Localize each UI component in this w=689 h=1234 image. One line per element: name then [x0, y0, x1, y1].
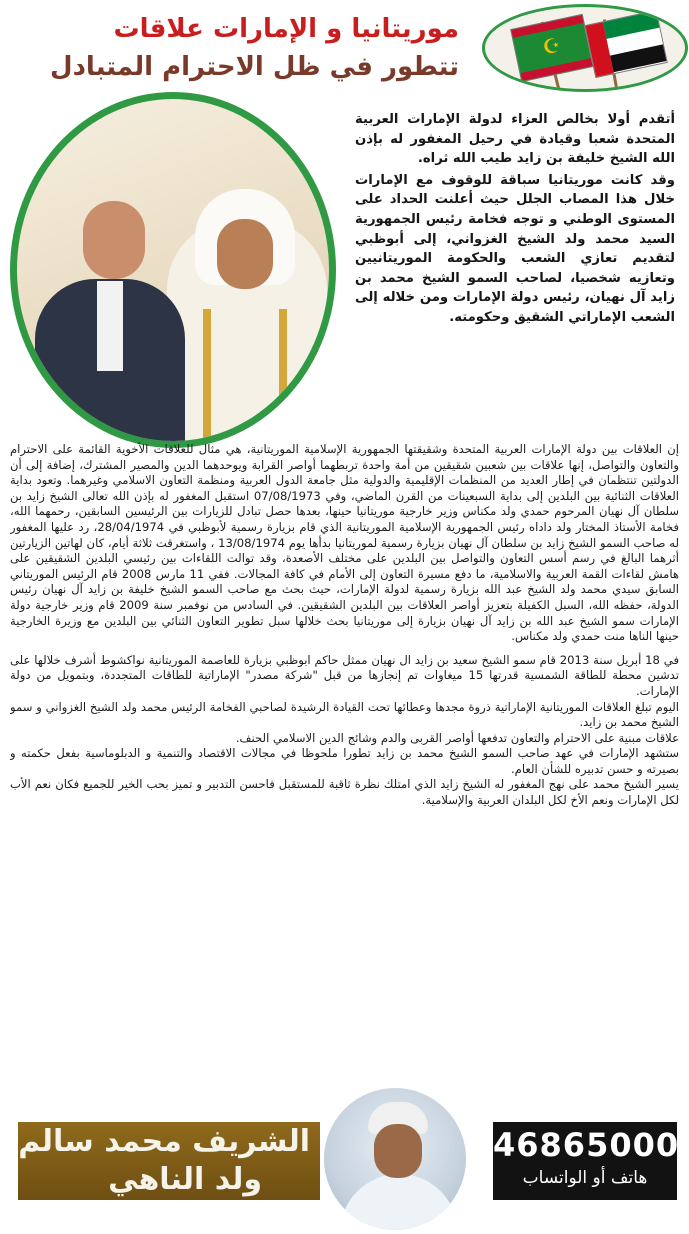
uae-flag-icon	[584, 10, 668, 78]
author-name: الشريف محمد سالم	[18, 1124, 310, 1159]
flags-image	[482, 4, 688, 92]
emirati-leader-figure	[167, 219, 327, 448]
headline-line-1: موريتانيا و الإمارات علاقات	[113, 14, 459, 44]
author-surname: ولد الناهي	[108, 1162, 262, 1197]
headline-line-2: تتطور في ظل الاحترام المتبادل	[50, 52, 459, 82]
article-footer	[0, 1112, 689, 1200]
article-header	[0, 0, 689, 92]
mauritania-flag-icon: ☪	[510, 14, 594, 82]
author-photo	[320, 1084, 470, 1234]
body-paragraph: علاقات مبنية على الاحترام والتعاون تدفعها أواصر القربى والدم وشائج الدين الاسلامي الحنف.	[235, 730, 679, 745]
body-paragraph: اليوم تبلغ العلاقات الموريتانية الإماراتية ذروة مجدها وعطائها تحت القيادة الرشيدة لصاحبي الفخامة الرئيس محمد ولد الشيخ الغزواني و سمو الشيخ محمد بن زايد.	[10, 699, 679, 730]
leaders-photo	[10, 92, 336, 448]
article-body	[10, 442, 679, 1114]
body-paragraph: يسير الشيخ محمد على نهج المغفور له الشيخ زايد الذي امتلك نظرة ثاقبة للمستقبل فاحسن التدبير و تميز بحب الخير للجميع فكان نعم الأب لكل الإمارات ونعم الأخ لكل البلدان العربية والإسلامية.	[10, 777, 679, 808]
body-paragraph: في 18 أبريل سنة 2013 قام سمو الشيخ سعيد بن زايد ال نهيان ممثل حاكم ابوظبي بزيارة للعاصمة الموريتانية نواكشوط أشرف خلالها على تدشين محطة للطاقة الشمسية قدرتها 15 ميغاوات تم إنجازها من قبل "شركة مصدر" الإماراتية للطاقات المتجددة، وبتمويل من دولة الإمارات.	[10, 652, 679, 698]
intro-paragraph: أتقدم أولا بخالص العزاء لدولة الإمارات العربية المتحدة شعبا وقيادة في رحيل المغفور له بإذن الله الشيخ خليفة بن زايد طيب الله ثراه.	[355, 112, 675, 167]
phone-label: هاتف أو الواتساب	[522, 1168, 648, 1188]
intro-paragraph: وقد كانت موريتانيا سباقة للوقوف مع الإمارات خلال هذا المصاب الجلل حيث أعلنت الحداد على المستوى الوطني و توجه فخامة رئيس الجمهورية السيد محمد ولد الشيخ الغزواني، إلى أبوظبي لتقديم تعازي الشعب والحكومة الموريتانيين وتعازيه شخصيا، لصاحب السمو الشيخ محمد بن زايد آل نهيان، رئيس دولة الإمارات ومن خلاله إلى الشعب الإماراتي الشقيق وحكومته.	[355, 172, 675, 325]
mauritanian-president-figure	[35, 279, 185, 448]
author-banner	[18, 1122, 320, 1200]
intro-column	[355, 110, 675, 440]
body-paragraph: إن العلاقات بين دولة الإمارات العربية المتحدة وشقيقتها الجمهورية الإسلامية الموريتانية، هي مثال للعلاقات الأخوية القائمة على الاحترام والتعاون والتواصل، إنها علاقات بين شعبين شقيقين من أمة واحدة تربطهما أواصر القرابة ويوحدهما الدين والمصير المشترك، إضافة إلى أن الدولتين تنتظمان في إطار العديد من المنظمات الإقليمية والدولية مثل جامعة الدول العربية ومنظمة التعاون الاسلامي وغيرهما. وتعود بداية العلاقات الثنائية بين البلدين إلى بداية السبعينات من القرن الماضي، وفي 07/08/1973 استقبل المغفور له بإذن الله تعالى الشيخ زايد بن سلطان آل نهيان المرحوم حمدي ولد مكناس وزير خارجية موريتانيا حينها، بعدها حصل تبادل للزيارات بين الرئيسين السابقين، رحمهما الله، فخامة الأستاذ المختار ولد داداه رئيس الجمهورية الإسلامية الموريتانية الذي قام بزيارة رسمية لأبوظبي في 28/04/1974، رد عليها المغفور له صاحب السمو الشيخ زايد بن سلطان آل نهيان بزيارة رسمية لموريتانيا بدأها يوم 13/08/1974 ، واستغرقت ثلاثة أيام، كان لهاتين الزيارتين أثرهما البالغ في رسم أسس التعاون والتواصل بين البلدين على مختلف الأصعدة، وقد توالت اللقاءات بين رئيسي البلدين الشقيقين على هامش لقاءات القمة العربية والاسلامية، ما دفع مسيرة التعاون إلى الأمام في كافة المجالات. ففي 11 مارس 2008 قام الرئيس الموريتاني السابق سيدي محمد ولد الشيخ عبد الله بزيارة رسمية لدولة الإمارات، حيث بحث مع صاحب السمو الشيخ خليفة بن زايد آل نهيان رئيس الدولة، حفظه الله، السبل الكفيلة بتعزيز أواصر العلاقات بين البلدين الشقيقين. في السادس من نوفمبر سنة 2009 قام وزير خارجية دولة الإمارات سمو الشيخ عبد الله بن زايد آل نهيان بزيارة إلى موريتانيا بحث خلالها سبل تطوير التعاون الثنائي بين البلدين مع وزيرة الخارجية حينها الناها منت حمدي ولد مكناس.	[10, 442, 679, 644]
body-paragraph: ستشهد الإمارات في عهد صاحب السمو الشيخ محمد بن زايد تطورا ملحوظا في مجالات الاقتصاد والتنمية و الدبلوماسية بفعل حكمته و بصيرته و حسن تدبيره للشأن العام.	[10, 746, 679, 776]
contact-box	[493, 1122, 680, 1200]
phone-number: 46865000	[493, 1126, 680, 1164]
